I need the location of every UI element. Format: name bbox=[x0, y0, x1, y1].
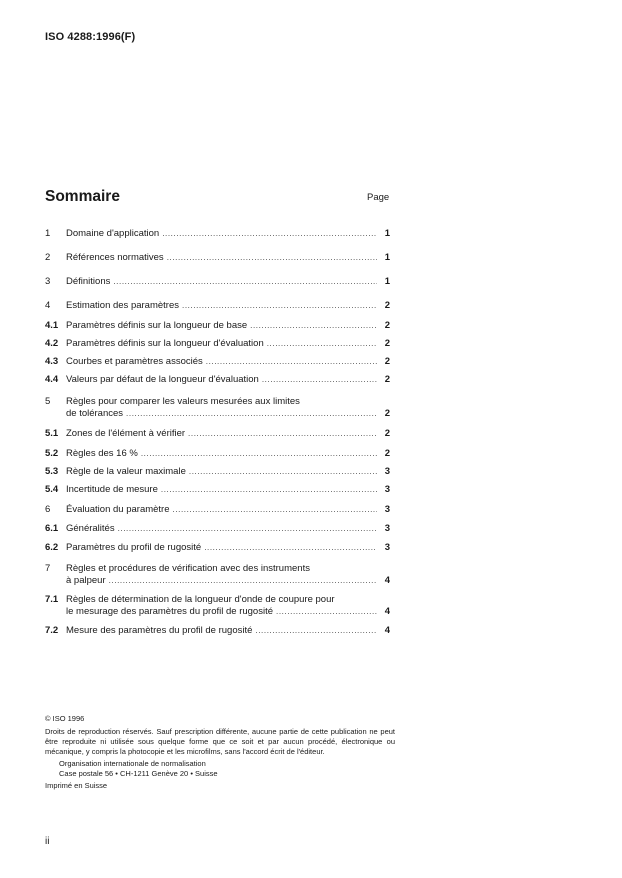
toc-entry-title: Règles des 16 % bbox=[66, 448, 138, 459]
toc-entry-page: 4 bbox=[384, 605, 390, 617]
dot-leader bbox=[267, 338, 377, 350]
toc-entry-number: 3 bbox=[45, 276, 51, 287]
toc-entry-page: 1 bbox=[384, 276, 390, 287]
toc-entry[interactable] bbox=[45, 466, 390, 478]
dot-leader bbox=[173, 504, 377, 516]
toc-entry-page: 2 bbox=[384, 428, 390, 439]
toc-entry[interactable] bbox=[45, 356, 390, 368]
toc-entry-page: 2 bbox=[384, 320, 390, 331]
toc-entry-page: 2 bbox=[384, 407, 390, 419]
copyright-block bbox=[45, 714, 395, 791]
document-header: ISO 4288:1996(F) bbox=[45, 31, 136, 43]
dot-leader bbox=[262, 374, 377, 386]
toc-entry-page: 1 bbox=[384, 252, 390, 263]
toc-title: Sommaire bbox=[45, 188, 120, 205]
toc-entry-number: 5 bbox=[45, 396, 51, 407]
toc-entry-number: 7.1 bbox=[45, 594, 59, 605]
toc-entry-page: 3 bbox=[384, 542, 390, 553]
toc-entry[interactable] bbox=[45, 448, 390, 460]
toc-entry-title: Domaine d'application bbox=[66, 228, 160, 239]
toc-entry-page: 3 bbox=[384, 484, 390, 495]
printed-in: Imprimé en Suisse bbox=[45, 781, 108, 790]
dot-leader bbox=[182, 300, 377, 312]
toc-entry-title: Évaluation du paramètre bbox=[66, 504, 170, 515]
toc-entry-number: 5.4 bbox=[45, 484, 59, 495]
toc-entry-title: Zones de l'élément à vérifier bbox=[66, 428, 186, 439]
toc-entry[interactable] bbox=[45, 338, 390, 350]
dot-leader bbox=[189, 466, 377, 478]
dot-leader bbox=[276, 606, 377, 618]
toc-entry-title: à palpeur bbox=[66, 574, 106, 586]
toc-entry-page: 3 bbox=[384, 504, 390, 515]
toc-entry-number: 4.2 bbox=[45, 338, 59, 349]
toc-entry[interactable] bbox=[45, 625, 390, 637]
toc-entry[interactable] bbox=[45, 252, 390, 264]
toc-entry-title: Incertitude de mesure bbox=[66, 484, 158, 495]
toc-entry-page: 4 bbox=[384, 574, 390, 586]
toc-entry-title: Règles pour comparer les valeurs mesurées aux limites bbox=[66, 396, 300, 407]
toc-entry-title: de tolérances bbox=[66, 407, 124, 419]
toc-entry-number: 1 bbox=[45, 228, 51, 239]
toc-entry-title: Valeurs par défaut de la longueur d'évaluation bbox=[66, 374, 259, 385]
dot-leader bbox=[161, 484, 377, 496]
toc-entry-title: Paramètres définis sur la longueur d'évaluation bbox=[66, 338, 264, 349]
toc-entry[interactable] bbox=[45, 504, 390, 516]
dot-leader bbox=[167, 252, 377, 264]
toc-entry-number: 7.2 bbox=[45, 625, 59, 636]
toc-entry-number: 5.3 bbox=[45, 466, 59, 477]
copyright-notice: Droits de reproduction réservés. Sauf prescription différente, aucune partie de cette publication ne peut être reproduite ni utilisée sous quelque forme que ce soit et par aucun procédé, électronique ou mécanique, y compris la photocopie et les microfilms, sans l'accord écrit de l'éditeur. bbox=[45, 727, 395, 756]
toc-entry-title: Généralités bbox=[66, 523, 115, 534]
toc-entry-title: Paramètres définis sur la longueur de base bbox=[66, 320, 248, 331]
dot-leader bbox=[255, 625, 377, 637]
dot-leader bbox=[109, 575, 377, 587]
toc-entry[interactable] bbox=[45, 523, 390, 535]
toc-entry-page: 2 bbox=[384, 300, 390, 311]
toc-entry-page: 4 bbox=[384, 625, 390, 636]
toc-entry-title: Règle de la valeur maximale bbox=[66, 466, 186, 477]
toc-entry-title: Courbes et paramètres associés bbox=[66, 356, 203, 367]
dot-leader bbox=[206, 356, 377, 368]
toc-entry-number: 4.4 bbox=[45, 374, 59, 385]
toc-entry-title: Estimation des paramètres bbox=[66, 300, 179, 311]
toc-entry-number: 6.2 bbox=[45, 542, 59, 553]
toc-entry[interactable] bbox=[45, 542, 390, 554]
dot-leader bbox=[126, 408, 377, 420]
toc-entry-title: le mesurage des paramètres du profil de rugosité bbox=[66, 605, 274, 617]
toc-entry[interactable] bbox=[45, 396, 390, 419]
toc-entry[interactable] bbox=[45, 563, 390, 586]
toc-entry-page: 3 bbox=[384, 466, 390, 477]
toc-entry-number: 4.1 bbox=[45, 320, 59, 331]
dot-leader bbox=[113, 276, 377, 288]
toc-entry[interactable] bbox=[45, 300, 390, 312]
dot-leader bbox=[162, 228, 377, 240]
dot-leader bbox=[118, 523, 377, 535]
toc-entry-title: Règles de détermination de la longueur d'onde de coupure pour bbox=[66, 594, 335, 605]
dot-leader bbox=[204, 542, 377, 554]
dot-leader bbox=[188, 428, 377, 440]
dot-leader bbox=[141, 448, 377, 460]
toc-entry-number: 5.1 bbox=[45, 428, 59, 439]
toc-entry-page: 2 bbox=[384, 338, 390, 349]
copyright-symbol-line: © ISO 1996 bbox=[45, 714, 85, 723]
toc-entry-page: 2 bbox=[384, 356, 390, 367]
toc-entry[interactable] bbox=[45, 320, 390, 332]
toc-entry[interactable] bbox=[45, 594, 390, 617]
toc-entry[interactable] bbox=[45, 428, 390, 440]
toc-entry-title: Règles et procédures de vérification avec des instruments bbox=[66, 563, 310, 574]
toc-entry-title: Références normatives bbox=[66, 252, 164, 263]
toc-entry-number: 7 bbox=[45, 563, 51, 574]
dot-leader bbox=[250, 320, 377, 332]
toc-entry[interactable] bbox=[45, 228, 390, 240]
toc-entry-number: 6 bbox=[45, 504, 51, 515]
toc-entry[interactable] bbox=[45, 374, 390, 386]
toc-entry-title: Paramètres du profil de rugosité bbox=[66, 542, 202, 553]
toc-entry-number: 6.1 bbox=[45, 523, 59, 534]
toc-entry-title: Définitions bbox=[66, 276, 111, 287]
organisation-name: Organisation internationale de normalisation bbox=[59, 759, 206, 768]
organisation-address: Case postale 56 • CH-1211 Genève 20 • Suisse bbox=[59, 769, 218, 778]
toc-entry-number: 2 bbox=[45, 252, 51, 263]
toc-entry-page: 1 bbox=[384, 228, 390, 239]
toc-entry-page: 3 bbox=[384, 523, 390, 534]
toc-entry-number: 4 bbox=[45, 300, 51, 311]
toc-entry[interactable] bbox=[45, 276, 390, 288]
toc-entry-number: 4.3 bbox=[45, 356, 59, 367]
toc-entry-title: Mesure des paramètres du profil de rugosité bbox=[66, 625, 253, 636]
page-number: ii bbox=[45, 836, 50, 847]
toc-page-column-label: Page bbox=[367, 192, 390, 203]
toc-entry-page: 2 bbox=[384, 374, 390, 385]
toc-entry-page: 2 bbox=[384, 448, 390, 459]
toc-entry-number: 5.2 bbox=[45, 448, 59, 459]
toc-entry[interactable] bbox=[45, 484, 390, 496]
